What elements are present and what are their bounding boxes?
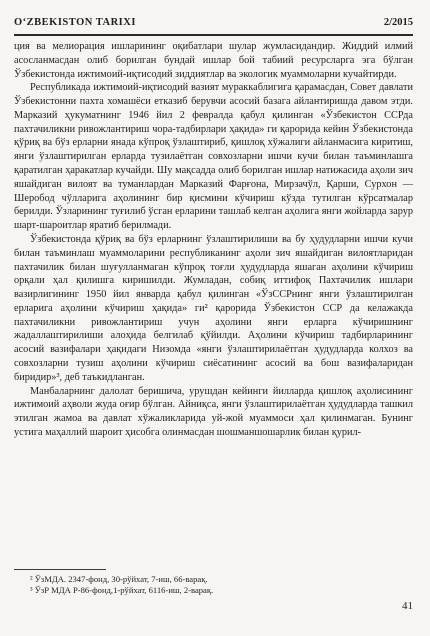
paragraph: Республикада ижтимоий-иқтисодий вазият мураккаблигига қарамасдан, Совет давлати Ўзбекистонни пахта хомашёси етказиб берувчи асосий базага айлантиришда давом этди. Марказий ҳукуматнинг 1946 йил 2 февралда қабул қилинган «Ўзбекистон ССРда пахтачиликни ривожлантириш чора-тадбирлари ҳақида» ги қарорида кейин Ўзбекистонда қўриқ ва бўз ерларни янада кўпроқ ўзлаштириб, қишлоқ хўжалиги айланмасига киритиш, янги ўзлаштирилган ерларда тузилаётган совхозларни ишчи кучи билан таъминлашга қаратилган ҳаракатлар кучайди. Шу мақсадда олиб борилган ишлар натижасида аҳоли зич яшайдиган вилоят ва туманлардан Марказий Фарғона, Мирзачўл, Қарши, Сурхон — Шеробод чўлларига аҳолининг бир қисмини кўчириш кўзда тутилган кўрсатмалар берилди. Ўзларининг туғилиб ўсган ерларини ташлаб келган аҳолига янги жойларда зарур шарт-шароитлар яратиб берилмади. [14,82,413,232]
paragraph-continuation: ция ва мелиорация ишларининг оқибатлари шулар жумласидандир. Жиддий илмий асосланмасдан олиб борилган бундай ишлар бой табиий ресурсларга эга бўлган Ўзбекистонда ижтимоий-иқтисодий зиддиятлар ва экологик муаммоларни кучайтирди. [14,41,413,80]
article-body [14,40,413,440]
page-number: 41 [402,600,413,612]
issue-number: 2/2015 [383,17,413,28]
header-rule [14,34,413,36]
paragraph: Ўзбекистонда қўриқ ва бўз ерларнинг ўзлаштирилиши ва бу ҳудудларни ишчи кучи билан таъминлаш муаммоларини республиканинг аҳоли зич яшайдиган вилоятларидан пахтачилик билан шуғулланмаган кўпроқ тоғли ҳудудларда яшаган аҳолини кўчириш орқали ҳал қилишга киришилди. Жумладан, собиқ иттифоқ Пахтачилик ишлари вазирлигининг 1950 йил январда қабул қилинган «ЎзССРнинг янги ўзлаштирилган ерларига аҳолини кўчириш ҳақида» ги² қарорида Ўзбекистон ССР да келажакда пахтачиликни ривожлантириш учун аҳолини янги ерларга кўчиришнинг жадаллаштирилиши алоҳида белгилаб қўйилди. Аҳолини кўчириш тадбирларининг асосий вазифалари ҳақидаги Низомда «янги ўзлаштирилаётган ҳудудларда колхоз ва совхозларни тузиш аҳолини кўчириш сиёсатининг асосий ва бош вазифаларидан биридир»³, деб таъкидланган. [14,233,413,383]
running-header [14,9,413,31]
footnotes [30,574,213,596]
footnote-rule [14,569,106,570]
footnote: ² ЎзМДА. 2347-фонд, 30-рўйхат, 7-иш, 66-варақ. [30,574,208,584]
paragraph: Манбаларнинг далолат беришича, урушдан кейинги йилларда қишлоқ аҳолисининг ижтимоий аҳволи жуда оғир бўлган. Айниқса, янги ўзлаштирилаётган ҳудудларда ташкил этилган жамоа ва давлат хўжаликларида уй-жой муаммоси ҳал қилинмаган. Бунинг устига маҳаллий шароит ҳисобга олинмасдан шошманшошарлик билан қурил- [14,385,413,438]
footnote: ³ ЎзР МДА Р-86-фонд,1-рўйхат, 6116-иш, 2-варақ. [30,585,214,595]
journal-title: O‘ZBEKISTON TARIXI [14,17,136,28]
